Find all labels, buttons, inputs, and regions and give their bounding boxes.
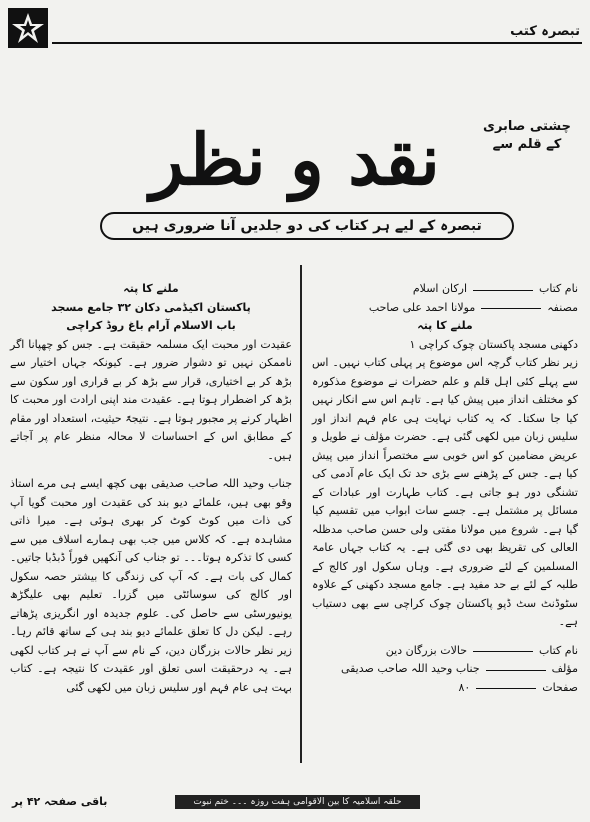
book1-availability-label: ملنے کا پتہ: [417, 319, 473, 332]
dash-rule: [476, 688, 536, 689]
review-paragraph-1: عقیدت اور محبت ایک مسلمہ حقیقت ہے۔ جس کو چھپانا اگر ناممکن نہیں تو دشوار ضرور ہے۔ کیونکہ جہاں اختیار سے بڑھ کر بے اختیاری، قرار سے بڑھ کر بے قراری اور سکون سے بڑھ کر اضطرار ہوتا ہے۔ عقیدت مند اپنی ارادت اور محبت کا اظہار کرنے پر مجبور ہوتا ہے۔ نتیجۃً حیثیت، استعداد اور مقام کے مطابق اس کے احساسات لا محالہ منظر عام پر آجاتے ہیں۔: [10, 337, 292, 462]
book1-author-label: مصنفہ: [547, 300, 578, 314]
book2-pages-row: [312, 679, 578, 698]
continued-note: باقی صفحہ ۴۲ پر: [12, 795, 108, 808]
book1-author-value: مولانا احمد علی صاحب: [368, 300, 476, 314]
footer-banner: حلقہ اسلامیہ کا بین الاقوامی ہفت روزہ ۔۔۔ ختم نبوت: [175, 795, 420, 809]
byline-suffix: کے قلم سے: [492, 137, 562, 152]
subtitle-banner: تبصرہ کے لیے ہر کتاب کی دو جلدیں آنا ضروری ہیں: [100, 212, 514, 240]
book2-name-row: [312, 642, 578, 661]
availability-label: ملنے کا پتہ: [123, 282, 179, 295]
column-divider: [300, 265, 302, 763]
dash-rule: [481, 308, 541, 309]
book2-pages-value: ۸۰: [458, 680, 471, 694]
review-paragraph-2: جناب وحید اللہ صاحب صدیقی بھی کچھ ایسے ہی مرے استاذ وقو بھی ہیں، علمائے دیو بند کی عقیدت اور محبت گویا آپ کی ذات میں کوٹ کوٹ کر بھری ہوئی ہے۔ میرا ذاتی مشاہدہ ہے۔ کہ کلاس میں جب بھی ہمارے اسلاف میں سے کسی کا تذکرہ ہوتا۔۔۔ تو جناب کی آنکھیں فوراً ڈبڈبا جاتیں۔ کمال کی بات ہے۔ کہ آپ کی زندگی کا بیشتر حصہ سکول اور کالج کی سوسائٹی میں گزرا۔ تعلیم بھی علیگڑھ یونیورسٹی سے حاصل کی۔ علوم جدیدہ اور انگریزی پڑھاتے رہے۔ لیکن دل کا تعلق علمائے دیو بند ہی کے ساتھ قائم رہا۔ زیر نظر حالات بزرگان دین، کے نام سے آپ نے ہر کتاب لکھی ہے۔ یہ درحقیقت اسی تعلق اور عقیدت کا نتیجہ ہے۔ کتاب بہت ہی عام فہم اور سلیس زبان میں لکھی گئی: [10, 477, 292, 694]
dash-rule: [473, 651, 533, 652]
book2-name-value: حالات بزرگان دین: [385, 643, 468, 657]
book2-author-value: جناب وحید اللہ صاحب صدیقی: [340, 662, 480, 675]
book1-name-label: نام کتاب: [539, 282, 578, 295]
book2-name-label: نام کتاب: [539, 643, 578, 657]
book1-name-row: [312, 280, 578, 299]
header-rule: [52, 42, 582, 44]
byline-author: چشتی صابری: [483, 119, 571, 134]
book2-author-label: مؤلف: [551, 662, 578, 675]
book1-name-value: ارکان اسلام: [412, 282, 468, 295]
book1-author-row: [312, 299, 578, 318]
page-title: نقد و نظر: [150, 118, 440, 201]
book2-pages-label: صفحات: [542, 680, 578, 694]
dash-rule: [473, 290, 533, 291]
section-title: تبصرہ کتب: [510, 24, 580, 39]
book1-review: زیر نظر کتاب گرچہ اس موضوع پر پہلی کتاب نہیں۔ اس سے پہلے کئی اہل قلم و علم حضرات نے موضوع مذکورہ کو مختلف انداز میں پیش کیا ہے۔ تاہم اس سے انکار نہیں کیا جا سکتا۔ کہ یہ کتاب نہایت ہی عام فہم انداز اور سلیس زبان میں لکھی گئی ہے۔ حضرت مؤلف نے طویل و عریض مضامین کو اس خوبی سے مختصراً انداز میں پیش کیا ہے۔ جس کے پڑھنے سے بڑی حد تک ایک عام آدمی کی تشنگی دور ہو جاتی ہے۔ کتاب طہارت اور عبادات کے مسائل پر مشتمل ہے۔ جسے سات ابواب میں تقسیم کیا گیا ہے۔ شروع میں مولانا مفتی ولی حسن صاحب مدظلہ العالی کی تقریظ بھی دی گئی ہے۔ یہ کتاب جہاں عامۃ المسلمین کے لئے ضروری ہے۔ وہاں سکول اور کالج کے طلبہ کے لئے بے حد مفید ہے۔ جامع مسجد دکھنی کے علاوہ سٹوڈنٹ سٹ ڈپو پاکستان چوک کراچی سے بھی دستیاب ہے۔: [312, 356, 578, 628]
dash-rule: [486, 670, 546, 671]
book2-author-row: [312, 660, 578, 679]
right-column: [312, 280, 578, 697]
left-column: [10, 280, 292, 697]
book1-availability-value: دکھنی مسجد پاکستان چوک کراچی ۱: [409, 337, 578, 351]
address-line-2: باب الاسلام آرام باغ روڈ کراچی: [66, 319, 236, 332]
star-logo-icon: [8, 8, 48, 48]
address-line-1: پاکستان اکیڈمی دکان ۳۲ جامع مسجد: [51, 300, 251, 314]
